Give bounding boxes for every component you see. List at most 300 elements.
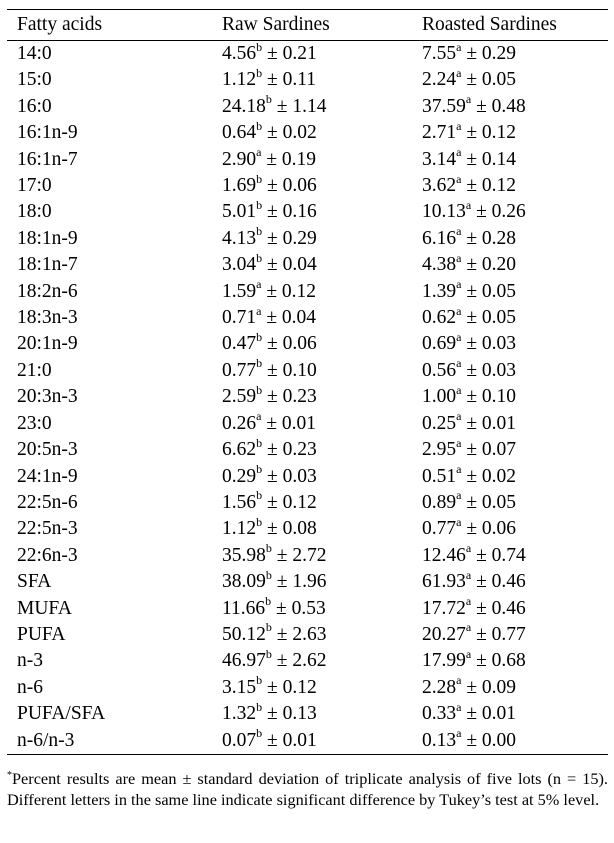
roasted-sd: 0.20 <box>481 254 517 276</box>
raw-mean: 1.69 <box>222 175 257 197</box>
raw-sd: 0.16 <box>282 201 317 223</box>
table-row <box>7 305 608 331</box>
raw-significance-letter: b <box>256 382 263 397</box>
raw-significance-letter: b <box>265 567 272 582</box>
raw-mean: 0.77 <box>222 359 257 381</box>
header-roasted-sardines: Roasted Sardines <box>422 13 557 35</box>
raw-sd: 0.06 <box>282 333 317 355</box>
fatty-acid-name: MUFA <box>17 597 72 619</box>
raw-sd: 0.06 <box>282 175 317 197</box>
raw-significance-letter: b <box>256 65 263 80</box>
plus-minus-symbol: ± <box>466 386 478 408</box>
fatty-acid-name: n-6/n-3 <box>17 729 75 751</box>
fatty-acids-table <box>7 9 608 755</box>
plus-minus-symbol: ± <box>267 676 278 698</box>
plus-minus-symbol: ± <box>466 518 478 540</box>
roasted-mean: 0.62 <box>422 307 457 329</box>
raw-mean: 3.15 <box>222 676 257 698</box>
plus-minus-symbol: ± <box>466 729 478 751</box>
roasted-sd: 0.46 <box>491 597 526 619</box>
roasted-mean: 61.93 <box>422 571 466 593</box>
roasted-significance-letter: a <box>456 514 462 529</box>
roasted-sd: 0.74 <box>491 544 526 566</box>
table-row <box>7 67 608 93</box>
roasted-significance-letter: a <box>456 462 462 476</box>
table-row <box>7 464 608 490</box>
raw-sardines-value <box>222 252 422 278</box>
raw-sardines-value <box>222 490 422 516</box>
raw-significance-letter: b <box>256 356 263 371</box>
table-row <box>7 252 608 278</box>
fatty-acid-name: 18:3n-3 <box>17 307 78 329</box>
raw-mean: 6.62 <box>222 439 257 461</box>
table-row <box>7 437 608 463</box>
plus-minus-symbol: ± <box>466 676 478 698</box>
raw-sardines-value <box>222 331 422 357</box>
roasted-significance-letter: a <box>456 673 462 688</box>
roasted-significance-letter: a <box>465 567 472 582</box>
roasted-mean: 2.95 <box>422 439 457 461</box>
roasted-mean: 2.71 <box>422 122 457 144</box>
fatty-acid-name: 22:5n-6 <box>17 491 78 513</box>
roasted-mean: 37.59 <box>422 95 466 117</box>
fatty-acid-name: 20:1n-9 <box>17 333 78 355</box>
fatty-acid-name: n-3 <box>17 650 43 672</box>
footnote-marker: * <box>7 769 12 781</box>
raw-significance-letter: b <box>256 39 263 54</box>
plus-minus-symbol: ± <box>267 333 278 355</box>
plus-minus-symbol: ± <box>267 386 278 408</box>
raw-mean: 3.04 <box>222 254 257 276</box>
roasted-mean: 0.51 <box>422 465 457 487</box>
plus-minus-symbol: ± <box>476 650 487 672</box>
roasted-sd: 0.48 <box>491 95 526 117</box>
table-row <box>7 569 608 595</box>
raw-sd: 2.62 <box>292 650 327 672</box>
roasted-significance-letter: a <box>456 356 462 371</box>
roasted-mean: 0.89 <box>422 491 457 513</box>
roasted-sd: 0.26 <box>491 201 526 223</box>
raw-sardines-value <box>222 358 422 384</box>
raw-sardines-value <box>222 596 422 622</box>
raw-sardines-value <box>222 675 422 701</box>
table-row <box>7 490 608 516</box>
plus-minus-symbol: ± <box>267 43 278 64</box>
raw-sd: 0.23 <box>282 386 317 408</box>
roasted-sd: 0.05 <box>481 307 517 329</box>
table-row <box>7 622 608 648</box>
roasted-sardines-value <box>422 516 608 542</box>
raw-mean: 1.56 <box>222 491 257 513</box>
fatty-acid-name: 20:5n-3 <box>17 439 78 461</box>
plus-minus-symbol: ± <box>466 307 478 329</box>
header-raw-sardines: Raw Sardines <box>222 13 330 35</box>
roasted-significance-letter: a <box>465 92 472 107</box>
roasted-mean: 6.16 <box>422 227 457 249</box>
raw-mean: 0.07 <box>222 729 257 751</box>
table-row <box>7 147 608 173</box>
roasted-significance-letter: a <box>456 726 462 741</box>
roasted-sardines-value <box>422 173 608 199</box>
roasted-mean: 0.13 <box>422 729 457 751</box>
roasted-sd: 0.03 <box>481 359 517 381</box>
raw-sd: 0.02 <box>282 122 317 144</box>
roasted-significance-letter: a <box>456 224 462 239</box>
plus-minus-symbol: ± <box>276 623 288 645</box>
raw-significance-letter: b <box>256 118 263 133</box>
raw-mean: 38.09 <box>222 571 266 593</box>
raw-significance-letter: b <box>256 171 263 186</box>
raw-mean: 0.29 <box>222 465 257 487</box>
table-row <box>7 516 608 542</box>
raw-sd: 0.11 <box>282 69 316 91</box>
roasted-sd: 0.01 <box>481 703 517 725</box>
raw-mean: 0.71 <box>222 307 257 329</box>
roasted-sd: 0.09 <box>481 676 517 698</box>
roasted-mean: 1.00 <box>422 386 457 408</box>
roasted-sardines-value <box>422 622 608 648</box>
raw-sd: 1.96 <box>292 571 327 593</box>
roasted-significance-letter: a <box>465 620 472 635</box>
plus-minus-symbol: ± <box>466 465 478 487</box>
fatty-acid-name: 18:1n-7 <box>17 254 78 276</box>
table-row <box>7 94 608 120</box>
plus-minus-symbol: ± <box>266 280 278 302</box>
raw-sardines-value <box>222 67 422 93</box>
table-row <box>7 543 608 569</box>
raw-mean: 4.13 <box>222 227 257 249</box>
fatty-acid-name: 16:0 <box>17 95 52 117</box>
raw-significance-letter: b <box>256 329 263 344</box>
roasted-mean: 0.77 <box>422 518 457 540</box>
table-header <box>7 10 608 41</box>
table-row <box>7 648 608 674</box>
raw-sardines-value <box>222 648 422 674</box>
raw-significance-letter: a <box>256 303 262 318</box>
roasted-significance-letter: a <box>456 277 462 292</box>
raw-sd: 0.08 <box>282 518 317 540</box>
roasted-sd: 0.68 <box>491 650 526 672</box>
roasted-sardines-value <box>422 67 608 93</box>
raw-mean: 1.32 <box>222 703 257 725</box>
roasted-sd: 0.10 <box>481 386 517 408</box>
header-fatty-acids: Fatty acids <box>17 13 103 35</box>
plus-minus-symbol: ± <box>466 175 478 197</box>
plus-minus-symbol: ± <box>476 544 487 566</box>
roasted-significance-letter: a <box>456 39 462 54</box>
fatty-acid-name: 18:1n-9 <box>17 227 78 249</box>
roasted-sardines-value <box>422 199 608 225</box>
raw-significance-letter: a <box>256 277 262 292</box>
raw-mean: 0.64 <box>222 122 257 144</box>
roasted-mean: 17.99 <box>422 650 466 672</box>
table-row <box>7 226 608 252</box>
fatty-acid-name: PUFA <box>17 623 66 645</box>
fatty-acid-name: 16:1n-9 <box>17 122 78 144</box>
raw-sardines-value <box>222 147 422 173</box>
roasted-sd: 0.06 <box>481 518 517 540</box>
roasted-sd: 0.29 <box>481 43 517 64</box>
table-row <box>7 728 608 755</box>
fatty-acid-name: 14:0 <box>17 43 52 64</box>
roasted-sardines-value <box>422 305 608 331</box>
roasted-mean: 17.72 <box>422 597 466 619</box>
roasted-sardines-value <box>422 226 608 252</box>
plus-minus-symbol: ± <box>267 491 278 513</box>
roasted-sardines-value <box>422 675 608 701</box>
plus-minus-symbol: ± <box>266 148 278 170</box>
raw-sardines-value <box>222 728 422 755</box>
roasted-sardines-value <box>422 464 608 490</box>
fatty-acid-name: 22:6n-3 <box>17 544 78 566</box>
roasted-sd: 0.05 <box>481 280 517 302</box>
raw-sd: 0.19 <box>281 148 317 170</box>
raw-mean: 2.90 <box>222 148 257 170</box>
raw-sd: 1.14 <box>292 95 327 117</box>
raw-significance-letter: b <box>265 541 272 556</box>
plus-minus-symbol: ± <box>267 465 278 487</box>
table-row <box>7 173 608 199</box>
raw-mean: 2.59 <box>222 386 257 408</box>
plus-minus-symbol: ± <box>267 729 278 751</box>
roasted-mean: 10.13 <box>422 201 466 223</box>
raw-sardines-value <box>222 226 422 252</box>
roasted-sd: 0.03 <box>481 333 517 355</box>
roasted-mean: 4.38 <box>422 254 457 276</box>
raw-significance-letter: b <box>256 250 263 265</box>
table-row <box>7 331 608 357</box>
raw-sardines-value <box>222 516 422 542</box>
plus-minus-symbol: ± <box>466 439 478 461</box>
raw-significance-letter: b <box>265 594 272 609</box>
plus-minus-symbol: ± <box>266 412 278 434</box>
raw-significance-letter: b <box>256 699 263 714</box>
roasted-sd: 0.12 <box>481 122 517 144</box>
table-row <box>7 596 608 622</box>
raw-sd: 2.72 <box>292 544 327 566</box>
raw-mean: 11.66 <box>222 597 266 619</box>
roasted-significance-letter: a <box>456 303 462 318</box>
roasted-significance-letter: a <box>456 699 462 714</box>
roasted-mean: 0.25 <box>422 412 457 434</box>
raw-sardines-value <box>222 305 422 331</box>
plus-minus-symbol: ± <box>267 122 278 144</box>
raw-sd: 0.04 <box>282 254 317 276</box>
plus-minus-symbol: ± <box>267 69 278 91</box>
plus-minus-symbol: ± <box>276 95 288 117</box>
raw-significance-letter: b <box>256 673 263 688</box>
fatty-acid-name: 16:1n-7 <box>17 148 78 170</box>
roasted-mean: 7.55 <box>422 43 457 64</box>
plus-minus-symbol: ± <box>466 43 478 64</box>
raw-significance-letter: b <box>265 646 272 661</box>
raw-significance-letter: a <box>256 409 262 424</box>
raw-sd: 0.12 <box>281 280 317 302</box>
plus-minus-symbol: ± <box>276 597 287 619</box>
raw-sardines-value <box>222 173 422 199</box>
roasted-sd: 0.05 <box>481 491 517 513</box>
raw-sd: 0.29 <box>282 227 317 249</box>
roasted-significance-letter: a <box>456 382 462 397</box>
fatty-acid-name: 21:0 <box>17 359 52 381</box>
raw-significance-letter: b <box>256 224 263 239</box>
table-body <box>7 41 608 755</box>
raw-sardines-value <box>222 199 422 225</box>
raw-sd: 0.21 <box>282 43 317 64</box>
roasted-sd: 0.12 <box>481 175 517 197</box>
plus-minus-symbol: ± <box>476 571 487 593</box>
raw-sd: 0.03 <box>282 465 317 487</box>
plus-minus-symbol: ± <box>267 703 278 725</box>
plus-minus-symbol: ± <box>276 544 288 566</box>
fatty-acid-name: SFA <box>17 571 52 593</box>
raw-sd: 0.01 <box>282 729 317 751</box>
plus-minus-symbol: ± <box>466 254 478 276</box>
roasted-significance-letter: a <box>465 197 472 212</box>
roasted-sd: 0.05 <box>481 69 517 91</box>
raw-sd: 0.10 <box>282 359 317 381</box>
table-row <box>7 41 608 68</box>
roasted-significance-letter: a <box>456 488 462 503</box>
plus-minus-symbol: ± <box>267 201 278 223</box>
roasted-sardines-value <box>422 596 608 622</box>
roasted-sd: 0.28 <box>481 227 517 249</box>
raw-sardines-value <box>222 543 422 569</box>
raw-sd: 0.12 <box>282 491 317 513</box>
fatty-acid-name: 24:1n-9 <box>17 465 78 487</box>
plus-minus-symbol: ± <box>466 703 478 725</box>
raw-mean: 35.98 <box>222 544 266 566</box>
raw-sd: 0.12 <box>282 676 317 698</box>
roasted-sd: 0.46 <box>491 571 526 593</box>
table-row <box>7 411 608 437</box>
raw-mean: 24.18 <box>222 95 266 117</box>
roasted-sd: 0.14 <box>481 148 517 170</box>
raw-sardines-value <box>222 622 422 648</box>
roasted-significance-letter: a <box>456 409 462 424</box>
raw-mean: 1.59 <box>222 280 257 302</box>
table-row <box>7 358 608 384</box>
plus-minus-symbol: ± <box>476 597 487 619</box>
plus-minus-symbol: ± <box>266 307 278 329</box>
table-footnote <box>7 768 608 810</box>
raw-sardines-value <box>222 120 422 146</box>
raw-significance-letter: b <box>256 726 263 741</box>
raw-sardines-value <box>222 411 422 437</box>
plus-minus-symbol: ± <box>466 148 478 170</box>
raw-mean: 4.56 <box>222 43 257 64</box>
table-row <box>7 675 608 701</box>
plus-minus-symbol: ± <box>466 491 478 513</box>
roasted-significance-letter: a <box>456 118 462 133</box>
plus-minus-symbol: ± <box>466 122 478 144</box>
raw-sardines-value <box>222 701 422 727</box>
fatty-acid-name: 22:5n-3 <box>17 518 78 540</box>
fatty-acid-name: n-6 <box>17 676 43 698</box>
footnote-text: Percent results are mean ± standard deviation of triplicate analysis of five lots (n = 15). Different letters in the same line indicate significant difference by Tukey’s test at 5% level. <box>7 769 608 809</box>
raw-sardines-value <box>222 437 422 463</box>
roasted-sardines-value <box>422 543 608 569</box>
raw-significance-letter: b <box>256 488 263 503</box>
roasted-mean: 3.62 <box>422 175 457 197</box>
roasted-significance-letter: a <box>465 594 472 609</box>
table-row <box>7 120 608 146</box>
roasted-sardines-value <box>422 437 608 463</box>
raw-significance-letter: b <box>256 435 263 450</box>
raw-significance-letter: b <box>265 92 272 107</box>
roasted-mean: 1.39 <box>422 280 457 302</box>
roasted-mean: 0.56 <box>422 359 457 381</box>
roasted-sd: 0.01 <box>481 412 517 434</box>
roasted-mean: 2.28 <box>422 676 457 698</box>
plus-minus-symbol: ± <box>466 227 478 249</box>
roasted-sardines-value <box>422 358 608 384</box>
raw-sardines-value <box>222 464 422 490</box>
raw-significance-letter: b <box>256 462 263 476</box>
fatty-acid-name: 15:0 <box>17 69 52 91</box>
roasted-sd: 0.02 <box>481 465 517 487</box>
raw-significance-letter: a <box>256 145 262 160</box>
roasted-significance-letter: a <box>456 65 462 80</box>
roasted-mean: 0.69 <box>422 333 457 355</box>
fatty-acid-name: 18:2n-6 <box>17 280 78 302</box>
fatty-acid-name: 20:3n-3 <box>17 386 78 408</box>
plus-minus-symbol: ± <box>476 95 487 117</box>
raw-sd: 0.01 <box>281 412 317 434</box>
plus-minus-symbol: ± <box>466 412 478 434</box>
roasted-sardines-value <box>422 331 608 357</box>
roasted-sardines-value <box>422 94 608 120</box>
raw-mean: 46.97 <box>222 650 266 672</box>
roasted-mean: 2.24 <box>422 69 457 91</box>
plus-minus-symbol: ± <box>267 439 278 461</box>
fatty-acid-name: 17:0 <box>17 175 52 197</box>
table-row <box>7 199 608 225</box>
raw-sd: 0.23 <box>282 439 317 461</box>
raw-sardines-value <box>222 94 422 120</box>
table-row <box>7 701 608 727</box>
roasted-sardines-value <box>422 701 608 727</box>
raw-mean: 1.12 <box>222 518 257 540</box>
raw-mean: 1.12 <box>222 69 257 91</box>
roasted-sardines-value <box>422 120 608 146</box>
raw-significance-letter: b <box>256 514 263 529</box>
raw-sardines-value <box>222 569 422 595</box>
roasted-significance-letter: a <box>465 646 472 661</box>
raw-sardines-value <box>222 41 422 68</box>
fatty-acid-name: 18:0 <box>17 201 52 223</box>
raw-sd: 0.04 <box>281 307 317 329</box>
raw-mean: 5.01 <box>222 201 257 223</box>
plus-minus-symbol: ± <box>267 175 278 197</box>
raw-significance-letter: b <box>256 197 263 212</box>
header-row <box>7 10 608 41</box>
plus-minus-symbol: ± <box>466 359 478 381</box>
raw-sardines-value <box>222 384 422 410</box>
plus-minus-symbol: ± <box>476 623 487 645</box>
roasted-sardines-value <box>422 41 608 68</box>
roasted-sardines-value <box>422 384 608 410</box>
roasted-sd: 0.00 <box>481 729 517 751</box>
roasted-sd: 0.77 <box>491 623 526 645</box>
plus-minus-symbol: ± <box>476 201 487 223</box>
plus-minus-symbol: ± <box>267 518 278 540</box>
raw-sd: 2.63 <box>292 623 327 645</box>
roasted-significance-letter: a <box>456 435 462 450</box>
raw-mean: 0.26 <box>222 412 257 434</box>
plus-minus-symbol: ± <box>466 333 478 355</box>
roasted-significance-letter: a <box>456 250 462 265</box>
